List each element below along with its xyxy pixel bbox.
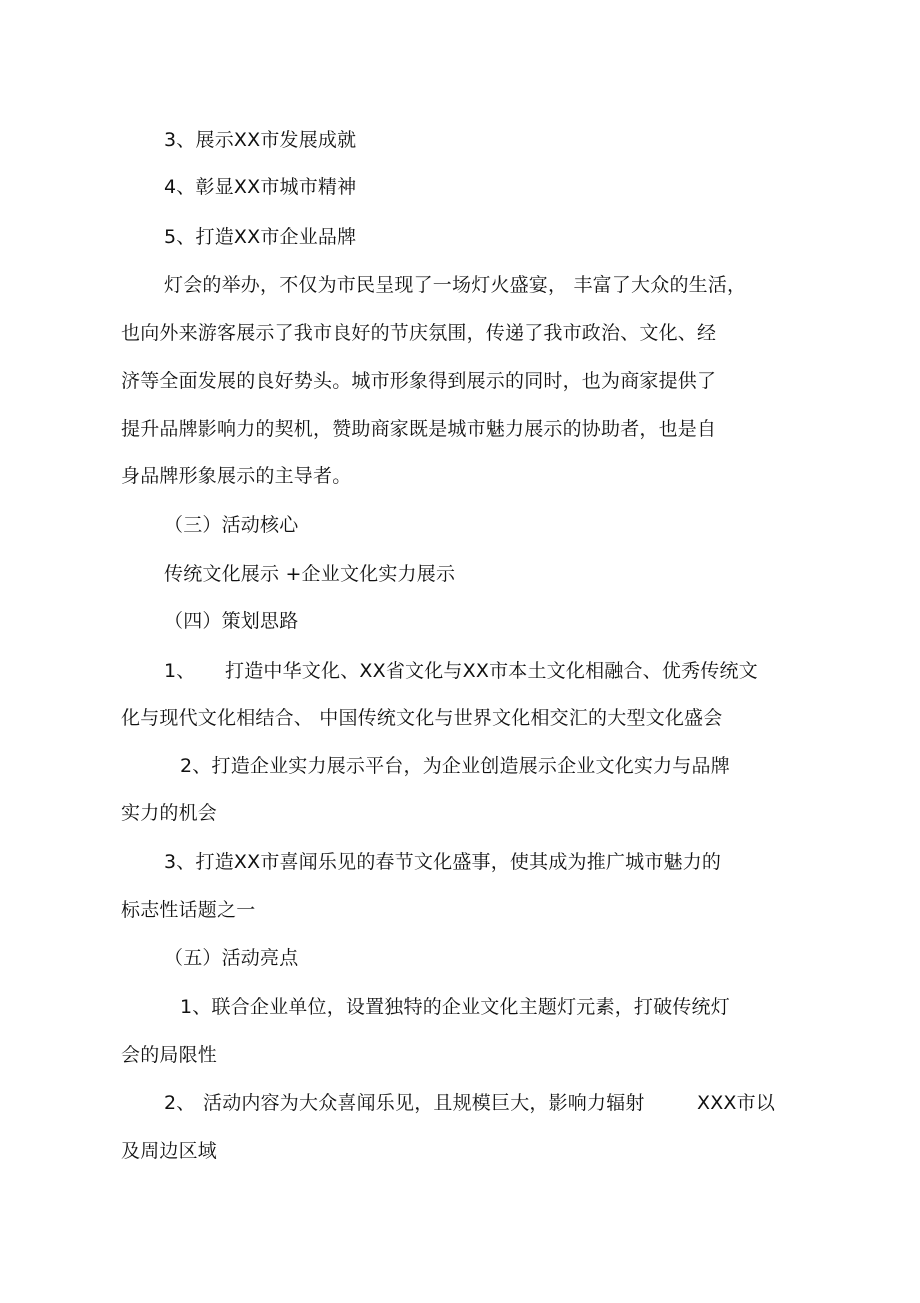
section4-item1-line2: 化与现代文化相结合、 中国传统文化与世界文化相交汇的大型文化盛会 — [121, 707, 723, 729]
intro-paragraph-line-2: 也向外来游客展示了我市良好的节庆氛围，传递了我市政治、文化、经 — [121, 322, 717, 344]
section4-item1-line1: 打造中华文化、XX省文化与XX市本土文化相融合、优秀传统文 — [225, 660, 758, 682]
section5-heading: （五）活动亮点 — [164, 947, 299, 969]
section4-item1-number: 1、 — [164, 660, 196, 682]
section5-item2-line1-text: 活动内容为大众喜闻乐见，且规模巨大，影响力辐射 — [203, 1092, 645, 1114]
section4-item3-line2: 标志性话题之一 — [121, 899, 256, 921]
intro-paragraph-line-1: 灯会的举办，不仅为市民呈现了一场灯火盛宴， 丰富了大众的生活， — [164, 274, 747, 296]
goal-item-3: 3、展示XX市发展成就 — [164, 129, 357, 151]
section5-item2-line2: 及周边区域 — [121, 1140, 218, 1162]
goal-item-4: 4、彰显XX市城市精神 — [164, 176, 357, 198]
section3-body: 传统文化展示 +企业文化实力展示 — [164, 563, 456, 585]
section4-item2-line2: 实力的机会 — [121, 802, 218, 824]
section4-item2-line1: 2、打造企业实力展示平台，为企业创造展示企业文化实力与品牌 — [180, 755, 730, 777]
intro-paragraph-line-5: 身品牌形象展示的主导者。 — [121, 465, 352, 487]
section5-item1-line1: 1、联合企业单位，设置独特的企业文化主题灯元素，打破传统灯 — [180, 996, 730, 1018]
goal-item-5: 5、打造XX市企业品牌 — [164, 226, 357, 248]
section5-item2-number: 2、 — [164, 1092, 196, 1114]
section4-heading: （四）策划思路 — [164, 610, 299, 632]
section3-heading: （三）活动核心 — [164, 514, 299, 536]
intro-paragraph-line-4: 提升品牌影响力的契机，赞助商家既是城市魅力展示的协助者，也是自 — [121, 418, 717, 440]
section4-item3-line1: 3、打造XX市喜闻乐见的春节文化盛事，使其成为推广城市魅力的 — [164, 851, 722, 873]
section5-item1-line2: 会的局限性 — [121, 1044, 218, 1066]
intro-paragraph-line-3: 济等全面发展的良好势头。城市形象得到展示的同时，也为商家提供了 — [121, 370, 717, 392]
section5-item2-line1-tail: XXX市以 — [697, 1092, 776, 1114]
